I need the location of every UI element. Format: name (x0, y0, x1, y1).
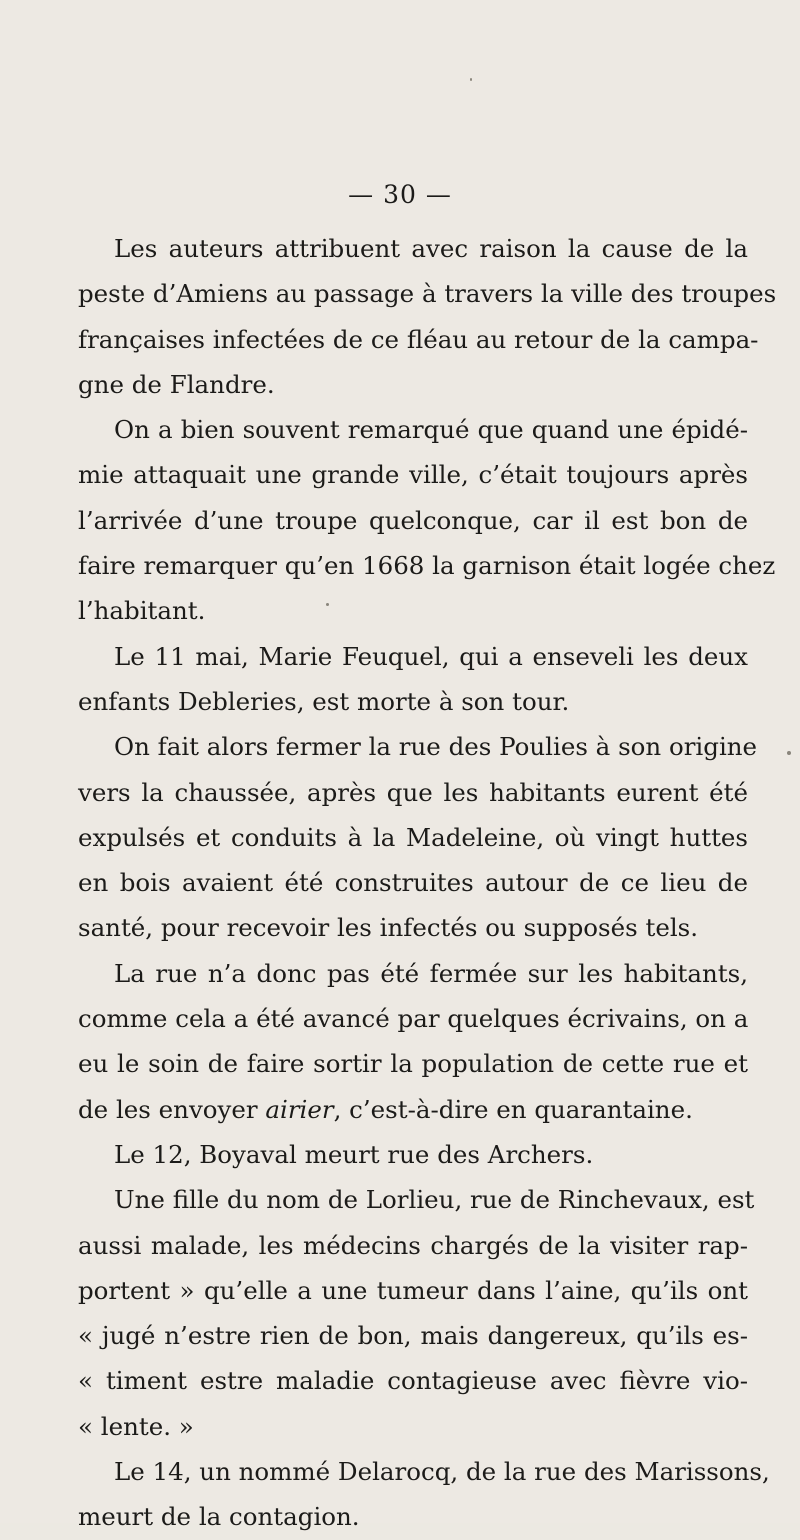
page-number: — 30 — (348, 180, 452, 209)
text-line (78, 1087, 748, 1132)
text-line: peste d’Amiens au passage à travers la ville des troupes (78, 279, 777, 309)
text-line: eu le soin de faire sortir la population de cette rue et (78, 1049, 748, 1079)
text-line: comme cela a été avancé par quelques écrivains, on a (78, 1004, 749, 1034)
paper-speck (470, 78, 472, 81)
text-line: La rue n’a donc pas été fermée sur les habitants, (114, 958, 748, 988)
text-line: en bois avaient été construites autour de ce lieu de (78, 868, 748, 898)
text-line: l’habitant. (78, 596, 206, 626)
text-line: expulsés et conduits à la Madeleine, où vingt huttes (78, 822, 748, 852)
text-line: Le 14, un nommé Delarocq, de la rue des Marissons, (114, 1457, 770, 1487)
text-line: « timent estre maladie contagieuse avec fièvre vio- (78, 1366, 748, 1396)
text-line: Les auteurs attribuent avec raison la cause de la (114, 234, 748, 263)
text-line: Le 11 mai, Marie Feuquel, qui a enseveli les deux (114, 641, 748, 671)
text-line: faire remarquer qu’en 1668 la garnison était logée chez (78, 551, 776, 581)
text-line: vers la chaussée, après que les habitants eurent été (78, 777, 748, 807)
paper-speck (787, 751, 791, 755)
body-text (78, 226, 777, 1540)
text-line: portent » qu’elle a une tumeur dans l’aine, qu’ils ont (78, 1275, 748, 1305)
text-line: gne de Flandre. (78, 369, 275, 399)
text-line: françaises infectées de ce fléau au retour de la campa- (78, 324, 759, 354)
italic-word: airier (265, 1094, 334, 1124)
text-line: l’arrivée d’une troupe quelconque, car il est bon de (78, 505, 748, 535)
text-line: On a bien souvent remarqué que quand une épidé- (114, 415, 748, 445)
text-line: meurt de la contagion. (78, 1502, 360, 1532)
text-line: enfants Debleries, est morte à son tour. (78, 686, 570, 716)
text-line: santé, pour recevoir les infectés ou supposés tels. (78, 913, 699, 943)
text-span: de les envoyer (78, 1094, 258, 1124)
text-line: mie attaquait une grande ville, c’était toujours après (78, 460, 748, 490)
text-span: , c’est-à-dire en quarantaine. (333, 1094, 693, 1124)
text-line: aussi malade, les médecins chargés de la visiter rap- (78, 1230, 748, 1260)
text-line: On fait alors fermer la rue des Poulies à son origine (114, 732, 758, 762)
text-line: Une fille du nom de Lorlieu, rue de Rinchevaux, est (114, 1185, 755, 1215)
text-line: « lente. » (78, 1411, 194, 1441)
text-line: « jugé n’estre rien de bon, mais dangereux, qu’ils es- (78, 1321, 748, 1351)
paper-speck (326, 603, 329, 606)
text-line: Le 12, Boyaval meurt rue des Archers. (114, 1139, 594, 1169)
